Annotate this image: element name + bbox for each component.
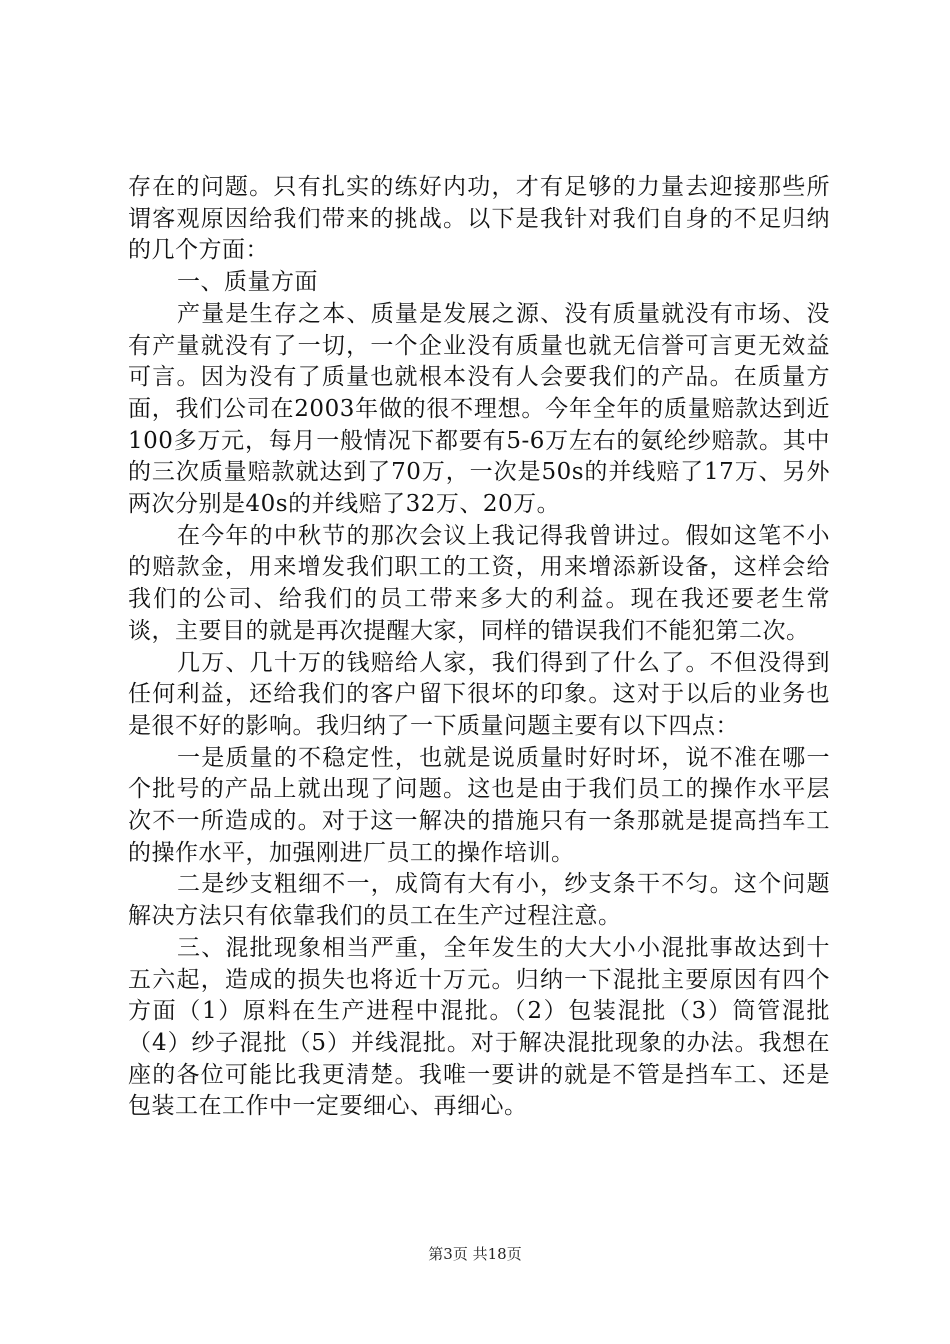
paragraph: 二是纱支粗细不一，成筒有大有小，纱支条干不匀。这个问题解决方法只有依靠我们的员工在生产过程注意。 (128, 871, 830, 930)
paragraph: 一是质量的不稳定性，也就是说质量时好时坏，说不准在哪一个批号的产品上就出现了问题。这也是由于我们员工的操作水平层次不一所造成的。对于这一解决的措施只有一条那就是提高挡车工的操作水平，加强刚进厂员工的操作培训。 (128, 744, 830, 866)
paragraph: 产量是生存之本、质量是发展之源、没有质量就没有市场、没有产量就没有了一切，一个企业没有质量也就无信誉可言更无效益可言。因为没有了质量也就根本没有人会要我们的产品。在质量方面，我们公司在2003年做的很不理想。今年全年的质量赔款达到近100多万元，每月一般情况下都要有5-6万左右的氨纶纱赔款。其中的三次质量赔款就达到了70万，一次是50s的并线赔了17万、另外两次分别是40s的并线赔了32万、20万。 (128, 300, 830, 518)
page-footer: 第3页 共18页 (428, 1245, 522, 1263)
section-heading: 一、质量方面 (177, 269, 318, 296)
paragraph: 存在的问题。只有扎实的练好内功，才有足够的力量去迎接那些所谓客观原因给我们带来的挑战。以下是我针对我们自身的不足归纳的几个方面： (128, 174, 830, 264)
paragraph: 几万、几十万的钱赔给人家，我们得到了什么了。不但没得到任何利益，还给我们的客户留下很坏的印象。这对于以后的业务也是很不好的影响。我归纳了一下质量问题主要有以下四点： (128, 649, 830, 739)
paragraph: 三、混批现象相当严重，全年发生的大大小小混批事故达到十五六起，造成的损失也将近十万元。归纳一下混批主要原因有四个方面（1）原料在生产进程中混批。（2）包装混批（3）筒管混批（4）纱子混批（5）并线混批。对于解决混批现象的办法。我想在座的各位可能比我更清楚。我唯一要讲的就是不管是挡车工、还是包装工在工作中一定要细心、再细心。 (128, 934, 830, 1120)
document-body (128, 172, 830, 1123)
paragraph: 在今年的中秋节的那次会议上我记得我曾讲过。假如这笔不小的赔款金，用来增发我们职工的工资，用来增添新设备，这样会给我们的公司、给我们的员工带来多大的利益。现在我还要老生常谈，主要目的就是再次提醒大家，同样的错误我们不能犯第二次。 (128, 522, 830, 644)
